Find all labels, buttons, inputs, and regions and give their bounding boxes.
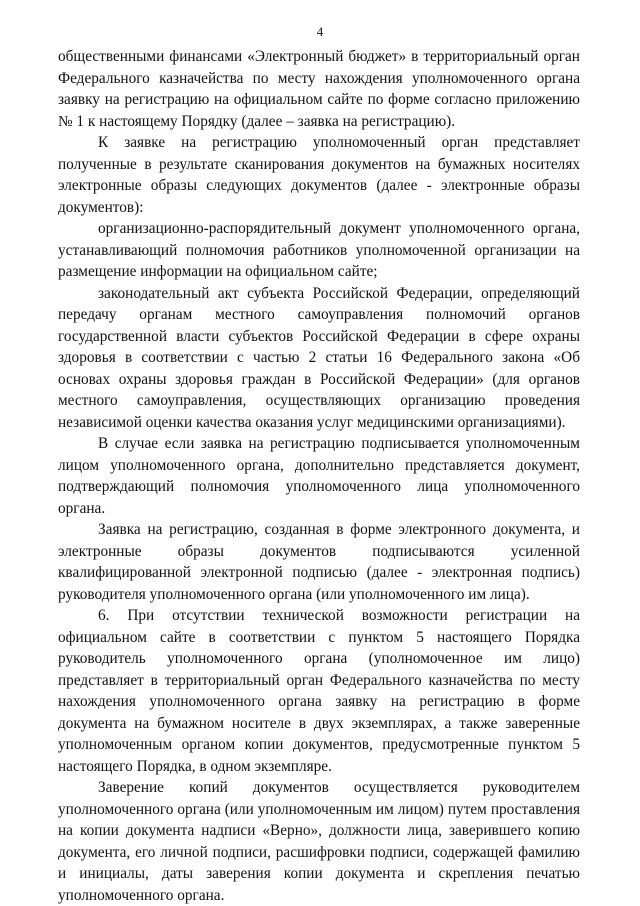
paragraph-electronic-signature: Заявка на регистрацию, созданная в форме электронного документа, и электронные образы документов подписываются усиленной квалифицированной электронной подписью (далее - электронная подпись) руководителя уполномоченного органа (или уполномоченного им лица). bbox=[58, 521, 580, 603]
paragraph-authorized-person: В случае если заявка на регистрацию подписывается уполномоченным лицом уполномоченного органа, дополнительно представляется документ, подтверждающий полномочия уполномоченного лица уполномоченного органа. bbox=[58, 435, 580, 517]
paragraph-certification: Заверение копий документов осуществляется руководителем уполномоченного органа (или уполномоченным им лицом) путем проставления на копии документа надписи «Верно», должности лица, заверившего копию документа, его личной подписи, расшифровки подписи, содержащей фамилию и инициалы, даты заверения копии документа и скрепления печатью уполномоченного органа. bbox=[58, 779, 580, 904]
paragraph-legislative-act: законодательный акт субъекта Российской Федерации, определяющий передачу органам местного самоуправления полномочий органов государственной власти субъектов Российской Федерации в сфере охраны здоровья в соответствии с частью 2 статьи 16 Федерального закона «Об основах охраны здоровья граждан в Российской Федерации» (для органов местного самоуправления, осуществляющих организацию проведения независимой оценки качества оказания услуг медицинскими организациями). bbox=[58, 284, 580, 431]
document-body bbox=[58, 46, 580, 906]
page-number: 4 bbox=[316, 24, 324, 39]
paragraph-item-6: 6. При отсутствии технической возможности регистрации на официальном сайте в соответствии с пунктом 5 настоящего Порядка руководитель уполномоченного органа (уполномоченное им лицо) представляет в территориальный орган Федерального казначейства по месту нахождения уполномоченного органа заявку на регистрацию в форме документа на бумажном носителе в двух экземплярах, а также заверенные уполномоченным органом копии документов, предусмотренные пунктом 5 настоящего Порядка, в одном экземпляре. bbox=[58, 607, 580, 775]
paragraph-organizational-document: организационно-распорядительный документ уполномоченного органа, устанавливающий полномочия работников уполномоченной организации на размещение информации на официальном сайте; bbox=[58, 220, 580, 280]
paragraph-application-scans: К заявке на регистрацию уполномоченный орган представляет полученные в результате сканирования документов на бумажных носителях электронные образы следующих документов (далее - электронные образы документов): bbox=[58, 134, 580, 216]
paragraph-continuation: общественными финансами «Электронный бюджет» в территориальный орган Федерального казначейства по месту нахождения уполномоченного органа заявку на регистрацию на официальном сайте по форме согласно приложению № 1 к настоящему Порядку (далее – заявка на регистрацию). bbox=[58, 48, 580, 130]
